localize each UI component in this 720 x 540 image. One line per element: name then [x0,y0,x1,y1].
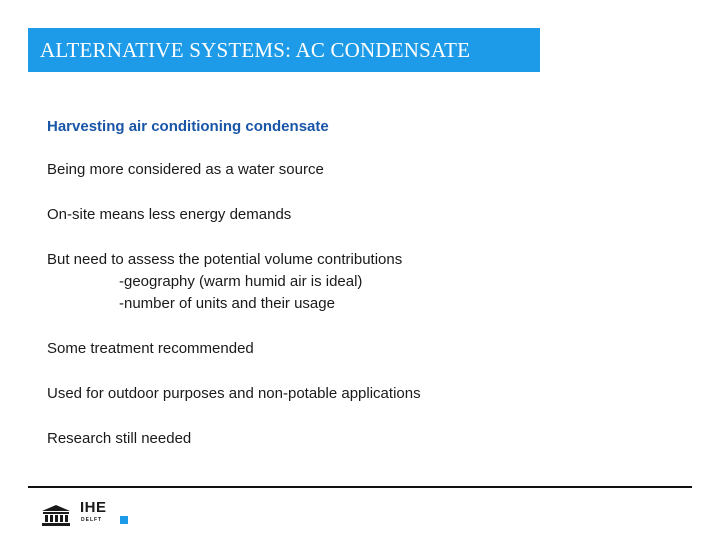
title-bar [28,28,540,72]
logo-sub-text: DELFT [81,517,103,523]
spacer [47,405,687,428]
footer-divider [28,486,692,488]
spacer [47,136,687,159]
bullet-uses: Used for outdoor purposes and non-potable applications [47,385,421,402]
sub-bullet-units: -number of units and their usage [119,295,335,312]
bullet-water-source: Being more considered as a water source [47,161,324,178]
logo-main-text: IHE [80,499,107,516]
spacer [47,181,687,204]
logo-wordmark [80,500,130,526]
bullet-research: Research still needed [47,430,192,447]
institute-building-icon [40,504,72,526]
bullet-volume: But need to assess the potential volume contributions [47,251,403,268]
bullet-treatment: Some treatment recommended [47,340,254,357]
slide-title: ALTERNATIVE SYSTEMS: AC CONDENSATE [40,37,471,62]
spacer [47,315,687,338]
bullet-energy: On-site means less energy demands [47,206,292,223]
slide-body [47,118,687,450]
sub-bullet-geography: -geography (warm humid air is ideal) [119,273,363,290]
spacer [47,226,687,249]
spacer [47,360,687,383]
ihe-delft-logo [40,500,130,526]
logo-accent-square [120,516,128,524]
slide-heading: Harvesting air conditioning condensate [47,118,329,135]
